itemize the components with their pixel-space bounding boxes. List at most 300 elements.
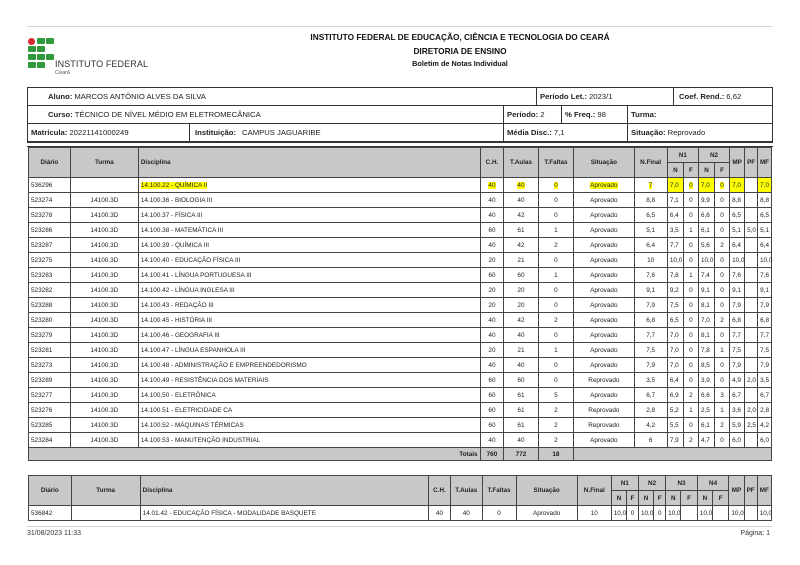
cell-turma-text: 14100.3D xyxy=(90,286,119,294)
cell-disciplina xyxy=(139,328,480,342)
col-nfinal: N.Final xyxy=(578,476,611,505)
top-divider xyxy=(27,26,772,27)
cell-ch xyxy=(481,418,504,432)
cell-n1n xyxy=(668,328,683,342)
cell-mf xyxy=(758,253,771,267)
cell-diario xyxy=(29,208,70,222)
cell-pf-text: 2,0 xyxy=(747,406,756,414)
cell-taulas xyxy=(504,313,537,327)
media-label: Média Disc.: xyxy=(507,128,552,137)
cell-ch-text: 40 xyxy=(488,196,496,204)
col-n4-n: N xyxy=(698,491,712,505)
cell-mf-text: 3,5 xyxy=(760,376,769,384)
table-row xyxy=(29,253,771,267)
logo-block xyxy=(28,62,36,68)
cell-diario-text: 523274 xyxy=(31,196,53,204)
col-mf: MF xyxy=(758,476,771,505)
cell-disciplina-text: 14.100.37 - FÍSICA III xyxy=(140,211,203,219)
cell-ch-text: 60 xyxy=(488,406,496,414)
cell-nfinal-text: 6,8 xyxy=(646,316,656,324)
cell-tfaltas xyxy=(483,506,516,520)
cell-n4f xyxy=(713,506,728,520)
cell-situacao xyxy=(517,506,577,520)
cell-pf xyxy=(745,298,757,312)
cell-nfinal xyxy=(635,373,667,387)
cell-diario xyxy=(29,388,70,402)
student-info-box xyxy=(27,87,773,142)
cell-turma-text: 14100.3D xyxy=(90,346,119,354)
cell-n2f-text: 1 xyxy=(720,406,724,414)
cell-disciplina-text: 14.100.50 - ELETRÔNICA xyxy=(140,391,216,399)
cell-tfaltas xyxy=(539,193,574,207)
col-n2-f: F xyxy=(715,163,729,177)
cell-disciplina xyxy=(139,403,480,417)
cell-mp xyxy=(730,313,744,327)
cell-tfaltas-text: 0 xyxy=(554,361,558,369)
cell-nfinal xyxy=(635,358,667,372)
cell-taulas xyxy=(504,373,537,387)
totals-row xyxy=(29,448,771,460)
cell-mf xyxy=(758,388,771,402)
cell-n1f-text: 1 xyxy=(689,271,693,279)
cell-n1f xyxy=(684,433,698,447)
cell-n2f xyxy=(715,418,729,432)
info-row-aluno xyxy=(28,88,772,106)
cell-situacao-text: Aprovado xyxy=(590,196,618,204)
cell-situacao-text: Aprovado xyxy=(590,316,618,324)
cell-situacao-text: Reprovado xyxy=(588,421,620,429)
cell-nfinal xyxy=(635,298,667,312)
col-n3-f: F xyxy=(681,491,696,505)
cell-turma xyxy=(71,193,138,207)
cell-disciplina-text: 14.100.39 - QUÍMICA III xyxy=(140,241,210,249)
cell-pf xyxy=(745,433,757,447)
cell-n1n xyxy=(668,298,683,312)
cell-n2n xyxy=(699,328,714,342)
cell-disciplina-text: 14.100.46 - GEOGRAFIA III xyxy=(140,331,220,339)
cell-situacao-text: Aprovado xyxy=(590,436,618,444)
cell-diario-text: 536842 xyxy=(31,509,53,517)
cell-ch xyxy=(481,298,504,312)
institution-logo xyxy=(28,38,158,78)
cell-n2n xyxy=(699,223,714,237)
cell-n2n xyxy=(699,388,714,402)
logo-block xyxy=(37,46,45,52)
cell-n1f-text: 1 xyxy=(689,226,693,234)
cell-mp-text: 7,6 xyxy=(732,271,741,279)
cell-n2f-text: 0 xyxy=(720,226,724,234)
cell-diario-text: 523285 xyxy=(31,421,53,429)
cell-mf-text: 6,0 xyxy=(760,436,769,444)
cell-turma-text: 14100.3D xyxy=(90,331,119,339)
cell-taulas xyxy=(504,208,537,222)
cell-tfaltas-text: 0 xyxy=(554,286,558,294)
cell-n2n xyxy=(699,208,714,222)
cell-tfaltas-text: 1 xyxy=(554,271,558,279)
cell-pf-text: 5,0 xyxy=(747,226,756,234)
cell-n1n xyxy=(668,193,683,207)
cell-n1f-text: 0 xyxy=(689,286,693,294)
cell-mf-text: 7,5 xyxy=(760,346,769,354)
cell-mf xyxy=(758,418,771,432)
cell-situacao xyxy=(574,238,633,252)
cell-diario-text: 523284 xyxy=(31,436,53,444)
cell-ch-text: 60 xyxy=(488,376,496,384)
cell-nfinal-text: 3,5 xyxy=(646,376,656,384)
cell-turma-text: 14100.3D xyxy=(90,376,119,384)
curso-value: TÉCNICO DE NÍVEL MÉDIO EM ELETROMECÂNICA xyxy=(74,110,261,119)
cell-diario xyxy=(29,328,70,342)
cell-n1n-text: 5,2 xyxy=(669,406,679,414)
cell-n2n xyxy=(699,193,714,207)
cell-situacao-text: Aprovado xyxy=(590,256,618,264)
cell-tfaltas xyxy=(539,373,574,387)
cell-tfaltas xyxy=(539,343,574,357)
cell-taulas xyxy=(504,328,537,342)
cell-situacao-text: Aprovado xyxy=(590,241,618,249)
cell-n1n-text: 10,0 xyxy=(613,509,627,517)
cell-mf-text: 4,2 xyxy=(760,421,769,429)
cell-n1f-text: 0 xyxy=(630,509,635,517)
cell-mf-text: 10,0 xyxy=(759,509,773,517)
cell-tfaltas xyxy=(539,208,574,222)
cell-mp xyxy=(730,238,744,252)
turma-cell xyxy=(628,106,772,123)
cell-taulas xyxy=(504,418,537,432)
cell-mp-text: 9,1 xyxy=(732,286,741,294)
cell-ch-text: 40 xyxy=(488,331,496,339)
cell-turma-text: 14100.3D xyxy=(90,316,119,324)
cell-nfinal-text: 7,7 xyxy=(646,331,656,339)
cell-n2f-text: 0 xyxy=(720,361,724,369)
cell-n1f xyxy=(684,298,698,312)
cell-diario xyxy=(29,418,70,432)
cell-ch xyxy=(429,506,450,520)
cell-turma xyxy=(71,298,138,312)
logo-block xyxy=(46,38,54,44)
cell-n1n xyxy=(668,253,683,267)
cell-taulas-text: 20 xyxy=(517,301,525,309)
cell-n1f-text: 0 xyxy=(689,241,693,249)
col-n1-f: F xyxy=(684,163,698,177)
cell-tfaltas xyxy=(539,298,574,312)
cell-tfaltas xyxy=(539,253,574,267)
page-number: Página: 1 xyxy=(740,530,770,537)
cell-turma xyxy=(71,403,138,417)
cell-situacao xyxy=(574,433,633,447)
table-row xyxy=(29,328,771,342)
cell-disciplina xyxy=(139,283,480,297)
logo-name: INSTITUTO FEDERAL xyxy=(55,59,149,69)
cell-diario xyxy=(29,223,70,237)
cell-taulas-text: 40 xyxy=(517,436,525,444)
cell-taulas-text: 40 xyxy=(462,509,470,517)
col-diario: Diário xyxy=(29,148,70,177)
cell-nfinal xyxy=(635,193,667,207)
cell-n1n-text: 9,2 xyxy=(669,286,679,294)
periodo-value: 2 xyxy=(540,110,545,119)
cell-n1f xyxy=(684,238,698,252)
cell-tfaltas xyxy=(539,268,574,282)
cell-mf-text: 7,7 xyxy=(760,331,769,339)
cell-pf xyxy=(745,343,757,357)
cell-n2n xyxy=(699,358,714,372)
cell-nfinal xyxy=(635,268,667,282)
cell-mp xyxy=(730,193,744,207)
cell-diario-text: 523277 xyxy=(31,391,53,399)
col-n1: N1 xyxy=(612,476,638,490)
cell-mp xyxy=(730,373,744,387)
cell-ch-text: 60 xyxy=(488,391,496,399)
cell-taulas xyxy=(504,223,537,237)
logo-block xyxy=(46,54,54,60)
cell-disciplina-text: 14.100.51 - ELETRICIDADE CA xyxy=(140,406,233,414)
cell-ch xyxy=(481,343,504,357)
col-situacao: Situação xyxy=(517,476,577,505)
cell-mf-text: 5,1 xyxy=(760,226,769,234)
cell-situacao-text: Aprovado xyxy=(590,346,618,354)
cell-n2n-text: 7,0 xyxy=(700,181,710,189)
cell-taulas-text: 40 xyxy=(517,181,525,189)
instituicao-cell xyxy=(190,124,504,141)
cell-disciplina-text: 14.01.42 - EDUCAÇÃO FÍSICA - MODALIDADE BASQUETE xyxy=(142,509,316,517)
cell-n1f xyxy=(627,506,638,520)
cell-n1n-text: 7,7 xyxy=(669,241,679,249)
cell-tfaltas-text: 0 xyxy=(554,376,558,384)
cell-turma-text: 14100.3D xyxy=(90,256,119,264)
cell-mp-text: 3,6 xyxy=(732,406,741,414)
cell-situacao-text: Aprovado xyxy=(590,211,618,219)
cell-nfinal xyxy=(635,208,667,222)
aluno-label: Aluno: xyxy=(48,92,73,101)
cell-disciplina xyxy=(139,223,480,237)
cell-mp xyxy=(730,298,744,312)
cell-n3n xyxy=(666,506,680,520)
col-situacao: Situação xyxy=(574,148,633,177)
col-taulas: T.Aulas xyxy=(504,148,537,177)
cell-turma xyxy=(71,313,138,327)
cell-turma xyxy=(71,253,138,267)
cell-diario-text: 523288 xyxy=(31,301,53,309)
totals-filler xyxy=(574,448,771,460)
cell-n1f-text: 0 xyxy=(689,181,693,189)
table-row xyxy=(29,506,771,520)
cell-n2f xyxy=(715,358,729,372)
aluno-cell xyxy=(28,88,537,105)
cell-diario xyxy=(29,298,70,312)
curso-cell xyxy=(28,106,504,123)
cell-nfinal xyxy=(635,223,667,237)
cell-n2n xyxy=(639,506,653,520)
cell-diario xyxy=(29,373,70,387)
cell-disciplina xyxy=(139,193,480,207)
cell-nfinal xyxy=(635,328,667,342)
cell-disciplina-text: 14.100.53 - MANUTENÇÃO INDUSTRIAL xyxy=(140,436,261,444)
cell-situacao-text: Aprovado xyxy=(590,301,618,309)
cell-pf xyxy=(745,313,757,327)
cell-n1f-text: 0 xyxy=(689,301,693,309)
cell-n2n-text: 2,5 xyxy=(700,406,710,414)
cell-situacao xyxy=(574,388,633,402)
periodo-let-value: 2023/1 xyxy=(588,92,613,101)
col-turma: Turma xyxy=(71,148,138,177)
cell-disciplina-text: 14.100.49 - RESISTÊNCIA DOS MATERIAIS xyxy=(140,376,269,384)
cell-taulas-text: 42 xyxy=(517,211,525,219)
cell-nfinal-text: 6,4 xyxy=(646,241,656,249)
cell-tfaltas-text: 2 xyxy=(554,406,558,414)
cell-n1f xyxy=(684,283,698,297)
cell-mf xyxy=(758,283,771,297)
cell-n1n-text: 6,4 xyxy=(669,376,679,384)
cell-n2f-text: 0 xyxy=(657,509,662,517)
cell-mf xyxy=(758,178,771,192)
logo-block xyxy=(28,46,36,52)
grades-table-body xyxy=(29,178,771,447)
cell-mp xyxy=(730,328,744,342)
table-row xyxy=(29,238,771,252)
cell-n2f xyxy=(715,403,729,417)
cell-mp-text: 7,7 xyxy=(732,331,741,339)
cell-taulas-text: 40 xyxy=(517,361,525,369)
cell-disciplina-text: 14.100.42 - LÍNGUA INGLESA III xyxy=(140,286,235,294)
cell-disciplina-text: 14.100.47 - LÍNGUA ESPANHOLA III xyxy=(140,346,246,354)
cell-diario-text: 523278 xyxy=(31,211,53,219)
cell-ch-text: 60 xyxy=(488,421,496,429)
cell-nfinal-text: 6,5 xyxy=(646,211,656,219)
cell-nfinal-text: 10 xyxy=(590,509,598,517)
cell-tfaltas xyxy=(539,358,574,372)
cell-turma-text: 14100.3D xyxy=(90,301,119,309)
cell-pf xyxy=(745,506,757,520)
cell-situacao xyxy=(574,208,633,222)
cell-ch xyxy=(481,388,504,402)
grades-table xyxy=(28,147,772,461)
bottom-divider xyxy=(27,526,772,527)
cell-turma xyxy=(71,418,138,432)
cell-n2f-text: 0 xyxy=(720,331,724,339)
cell-n1n xyxy=(668,418,683,432)
cell-tfaltas-text: 2 xyxy=(554,421,558,429)
cell-n1f xyxy=(684,373,698,387)
cell-n1f xyxy=(684,343,698,357)
cell-tfaltas-text: 0 xyxy=(554,256,558,264)
cell-n1n-text: 7,8 xyxy=(669,271,679,279)
totals-ch: 760 xyxy=(481,448,504,460)
col-n1-n: N xyxy=(612,491,626,505)
cell-taulas xyxy=(504,178,537,192)
freq-cell xyxy=(562,106,628,123)
cell-diario-text: 523281 xyxy=(31,346,53,354)
cell-n2f xyxy=(715,298,729,312)
col-taulas: T.Aulas xyxy=(451,476,482,505)
cell-n1f-text: 0 xyxy=(689,196,693,204)
table2-header-row xyxy=(29,476,771,490)
cell-n1n xyxy=(668,373,683,387)
cell-ch-text: 60 xyxy=(488,226,496,234)
cell-ch xyxy=(481,403,504,417)
cell-n1f-text: 0 xyxy=(689,361,693,369)
cell-n1f-text: 2 xyxy=(689,391,693,399)
cell-turma xyxy=(71,388,138,402)
cell-mp-text: 7,9 xyxy=(732,361,741,369)
cell-ch-text: 20 xyxy=(488,286,496,294)
cell-disciplina-text: 14.100.40 - EDUCAÇÃO FÍSICA III xyxy=(140,256,241,264)
totals-label: Totais xyxy=(29,448,480,460)
cell-n2f xyxy=(715,283,729,297)
cell-tfaltas xyxy=(539,178,574,192)
cell-nfinal xyxy=(635,418,667,432)
print-timestamp: 31/08/2023 11:33 xyxy=(27,530,81,537)
cell-n1n-text: 7,0 xyxy=(669,346,679,354)
cell-mp-text: 4,9 xyxy=(732,376,741,384)
cell-diario xyxy=(29,283,70,297)
cell-n2f xyxy=(715,313,729,327)
cell-disciplina xyxy=(139,238,480,252)
cell-mp xyxy=(730,388,744,402)
cell-n2n-text: 3,9 xyxy=(700,376,710,384)
table-row xyxy=(29,433,771,447)
col-nfinal: N.Final xyxy=(635,148,667,177)
cell-turma xyxy=(71,433,138,447)
cell-ch xyxy=(481,268,504,282)
cell-ch xyxy=(481,193,504,207)
table-row xyxy=(29,193,771,207)
cell-n1n xyxy=(668,223,683,237)
col-n2: N2 xyxy=(699,148,729,162)
col-tfaltas: T.Faltas xyxy=(539,148,574,177)
cell-situacao xyxy=(574,253,633,267)
cell-turma-text: 14100.3D xyxy=(90,361,119,369)
cell-turma xyxy=(71,223,138,237)
cell-disciplina-text: 14.100.22 - QUÍMICA II xyxy=(140,181,208,189)
cell-n1n xyxy=(668,268,683,282)
matricula-cell xyxy=(28,124,190,141)
col-n2: N2 xyxy=(639,476,665,490)
cell-mf-text: 9,1 xyxy=(760,286,769,294)
cell-n2n-text: 9,1 xyxy=(700,286,710,294)
cell-taulas xyxy=(504,343,537,357)
cell-n2n xyxy=(699,343,714,357)
cell-situacao-text: Aprovado xyxy=(590,391,618,399)
cell-situacao-text: Aprovado xyxy=(590,361,618,369)
cell-disciplina xyxy=(139,433,480,447)
cell-mf xyxy=(758,358,771,372)
cell-n2n xyxy=(699,298,714,312)
cell-turma-text: 14100.3D xyxy=(90,436,119,444)
totals-tfaltas: 18 xyxy=(539,448,574,460)
table-row xyxy=(29,358,771,372)
coef-value: 6,62 xyxy=(726,92,742,101)
cell-diario-text: 523273 xyxy=(31,361,53,369)
cell-pf-text: 2,0 xyxy=(747,376,756,384)
cell-mp-text: 6,7 xyxy=(732,391,741,399)
cell-disciplina-text: 14.100.45 - HISTÓRIA III xyxy=(140,316,212,324)
cell-situacao xyxy=(574,283,633,297)
cell-taulas xyxy=(504,388,537,402)
cell-situacao-text: Aprovado xyxy=(590,286,618,294)
cell-n2f xyxy=(715,253,729,267)
matricula-value: 20221141000249 xyxy=(69,128,129,137)
cell-taulas xyxy=(504,358,537,372)
cell-n2f-text: 0 xyxy=(720,196,724,204)
cell-mp xyxy=(730,178,744,192)
freq-label: % Freq.: xyxy=(565,110,596,119)
cell-nfinal-text: 7 xyxy=(648,181,653,189)
cell-tfaltas xyxy=(539,283,574,297)
cell-taulas xyxy=(504,433,537,447)
cell-n1n xyxy=(668,433,683,447)
table-row xyxy=(29,178,771,192)
